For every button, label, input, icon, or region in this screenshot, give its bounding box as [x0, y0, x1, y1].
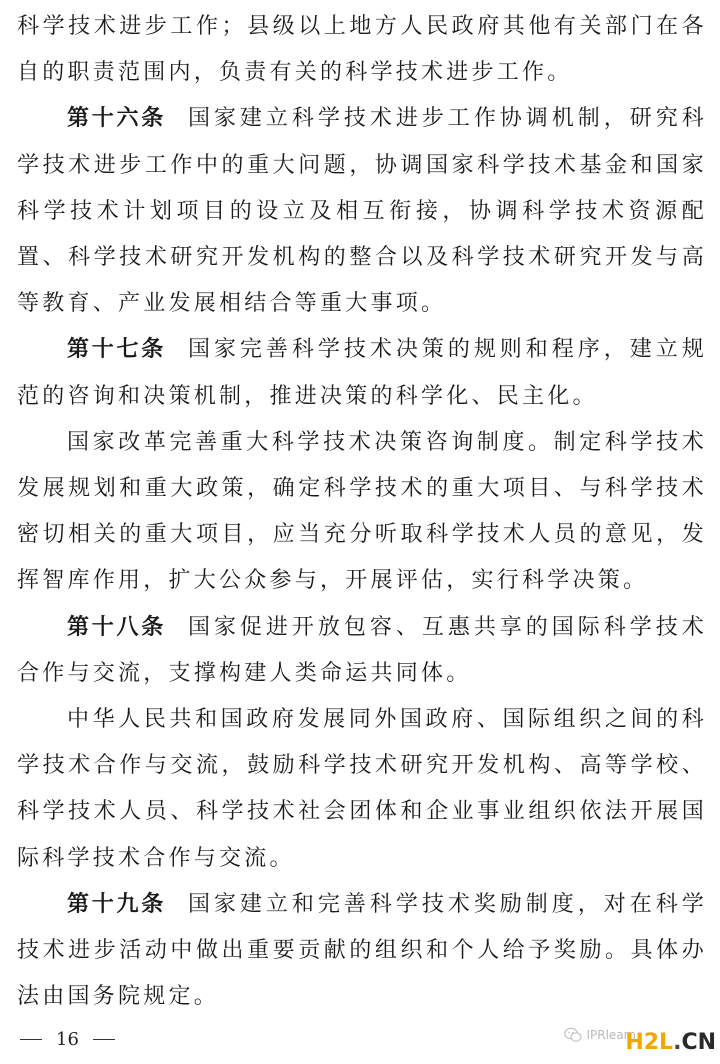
page-footer: [20, 1024, 115, 1054]
paragraph-text: 国家建立和完善科学技术奖励制度，对在科学技术进步活动中做出重要贡献的组织和个人给予奖励。具体办法由国务院规定。: [17, 891, 707, 1010]
paragraph-text: 科学技术进步工作；县级以上地方人民政府其他有关部门在各自的职责范围内，负责有关的科学技术进步工作。: [17, 14, 707, 86]
site-logo[interactable]: [625, 1028, 716, 1058]
paragraph: [17, 882, 707, 1021]
page-number: 16: [56, 1028, 79, 1050]
paragraph: [17, 605, 707, 697]
paragraph-text: 国家改革完善重大科学技术决策咨询制度。制定科学技术发展规划和重大政策，确定科学技术的重大项目、与科学技术密切相关的重大项目，应当充分听取科学技术人员的意见，发挥智库作用，扩大公众参与，开展评估，实行科学决策。: [17, 429, 707, 594]
paragraph: [17, 697, 707, 882]
article-heading: 第十六条: [67, 106, 166, 132]
article-heading: 第十八条: [67, 614, 166, 640]
logo-tld: CN: [681, 1030, 716, 1055]
footer-dash-right: [93, 1039, 115, 1040]
paragraph: [17, 420, 707, 605]
article-heading: 第十七条: [67, 337, 166, 363]
paragraph-text: 国家促进开放包容、互惠共享的国际科学技术合作与交流，支撑构建人类命运共同体。: [17, 614, 707, 686]
logo-brand: H2L: [625, 1030, 674, 1055]
article-heading: 第十九条: [67, 891, 166, 917]
paragraph-text: 中华人民共和国政府发展同外国政府、国际组织之间的科学技术合作与交流，鼓励科学技术研究开发机构、高等学校、科学技术人员、科学技术社会团体和企业事业组织依法开展国际科学技术合作与交流。: [17, 707, 707, 871]
document-body: [17, 4, 707, 1020]
footer-dash-left: [20, 1039, 42, 1040]
paragraph-text: 国家建立科学技术进步工作协调机制，研究科学技术进步工作中的重大问题，协调国家科学技术基金和国家科学技术计划项目的设立及相互衔接，协调科学技术资源配置、科学技术研究开发机构的整合以及科学技术研究开发与高等教育、产业发展相结合等重大事项。: [17, 106, 707, 317]
watermark-text: IPRlearn: [586, 1028, 636, 1042]
wechat-icon: [564, 1027, 582, 1043]
paragraph: [17, 4, 707, 96]
paragraph: [17, 96, 707, 327]
paragraph: [17, 327, 707, 419]
logo-dot: .: [673, 1030, 682, 1055]
paragraph-text: 国家完善科学技术决策的规则和程序，建立规范的咨询和决策机制，推进决策的科学化、民主化。: [17, 337, 707, 409]
